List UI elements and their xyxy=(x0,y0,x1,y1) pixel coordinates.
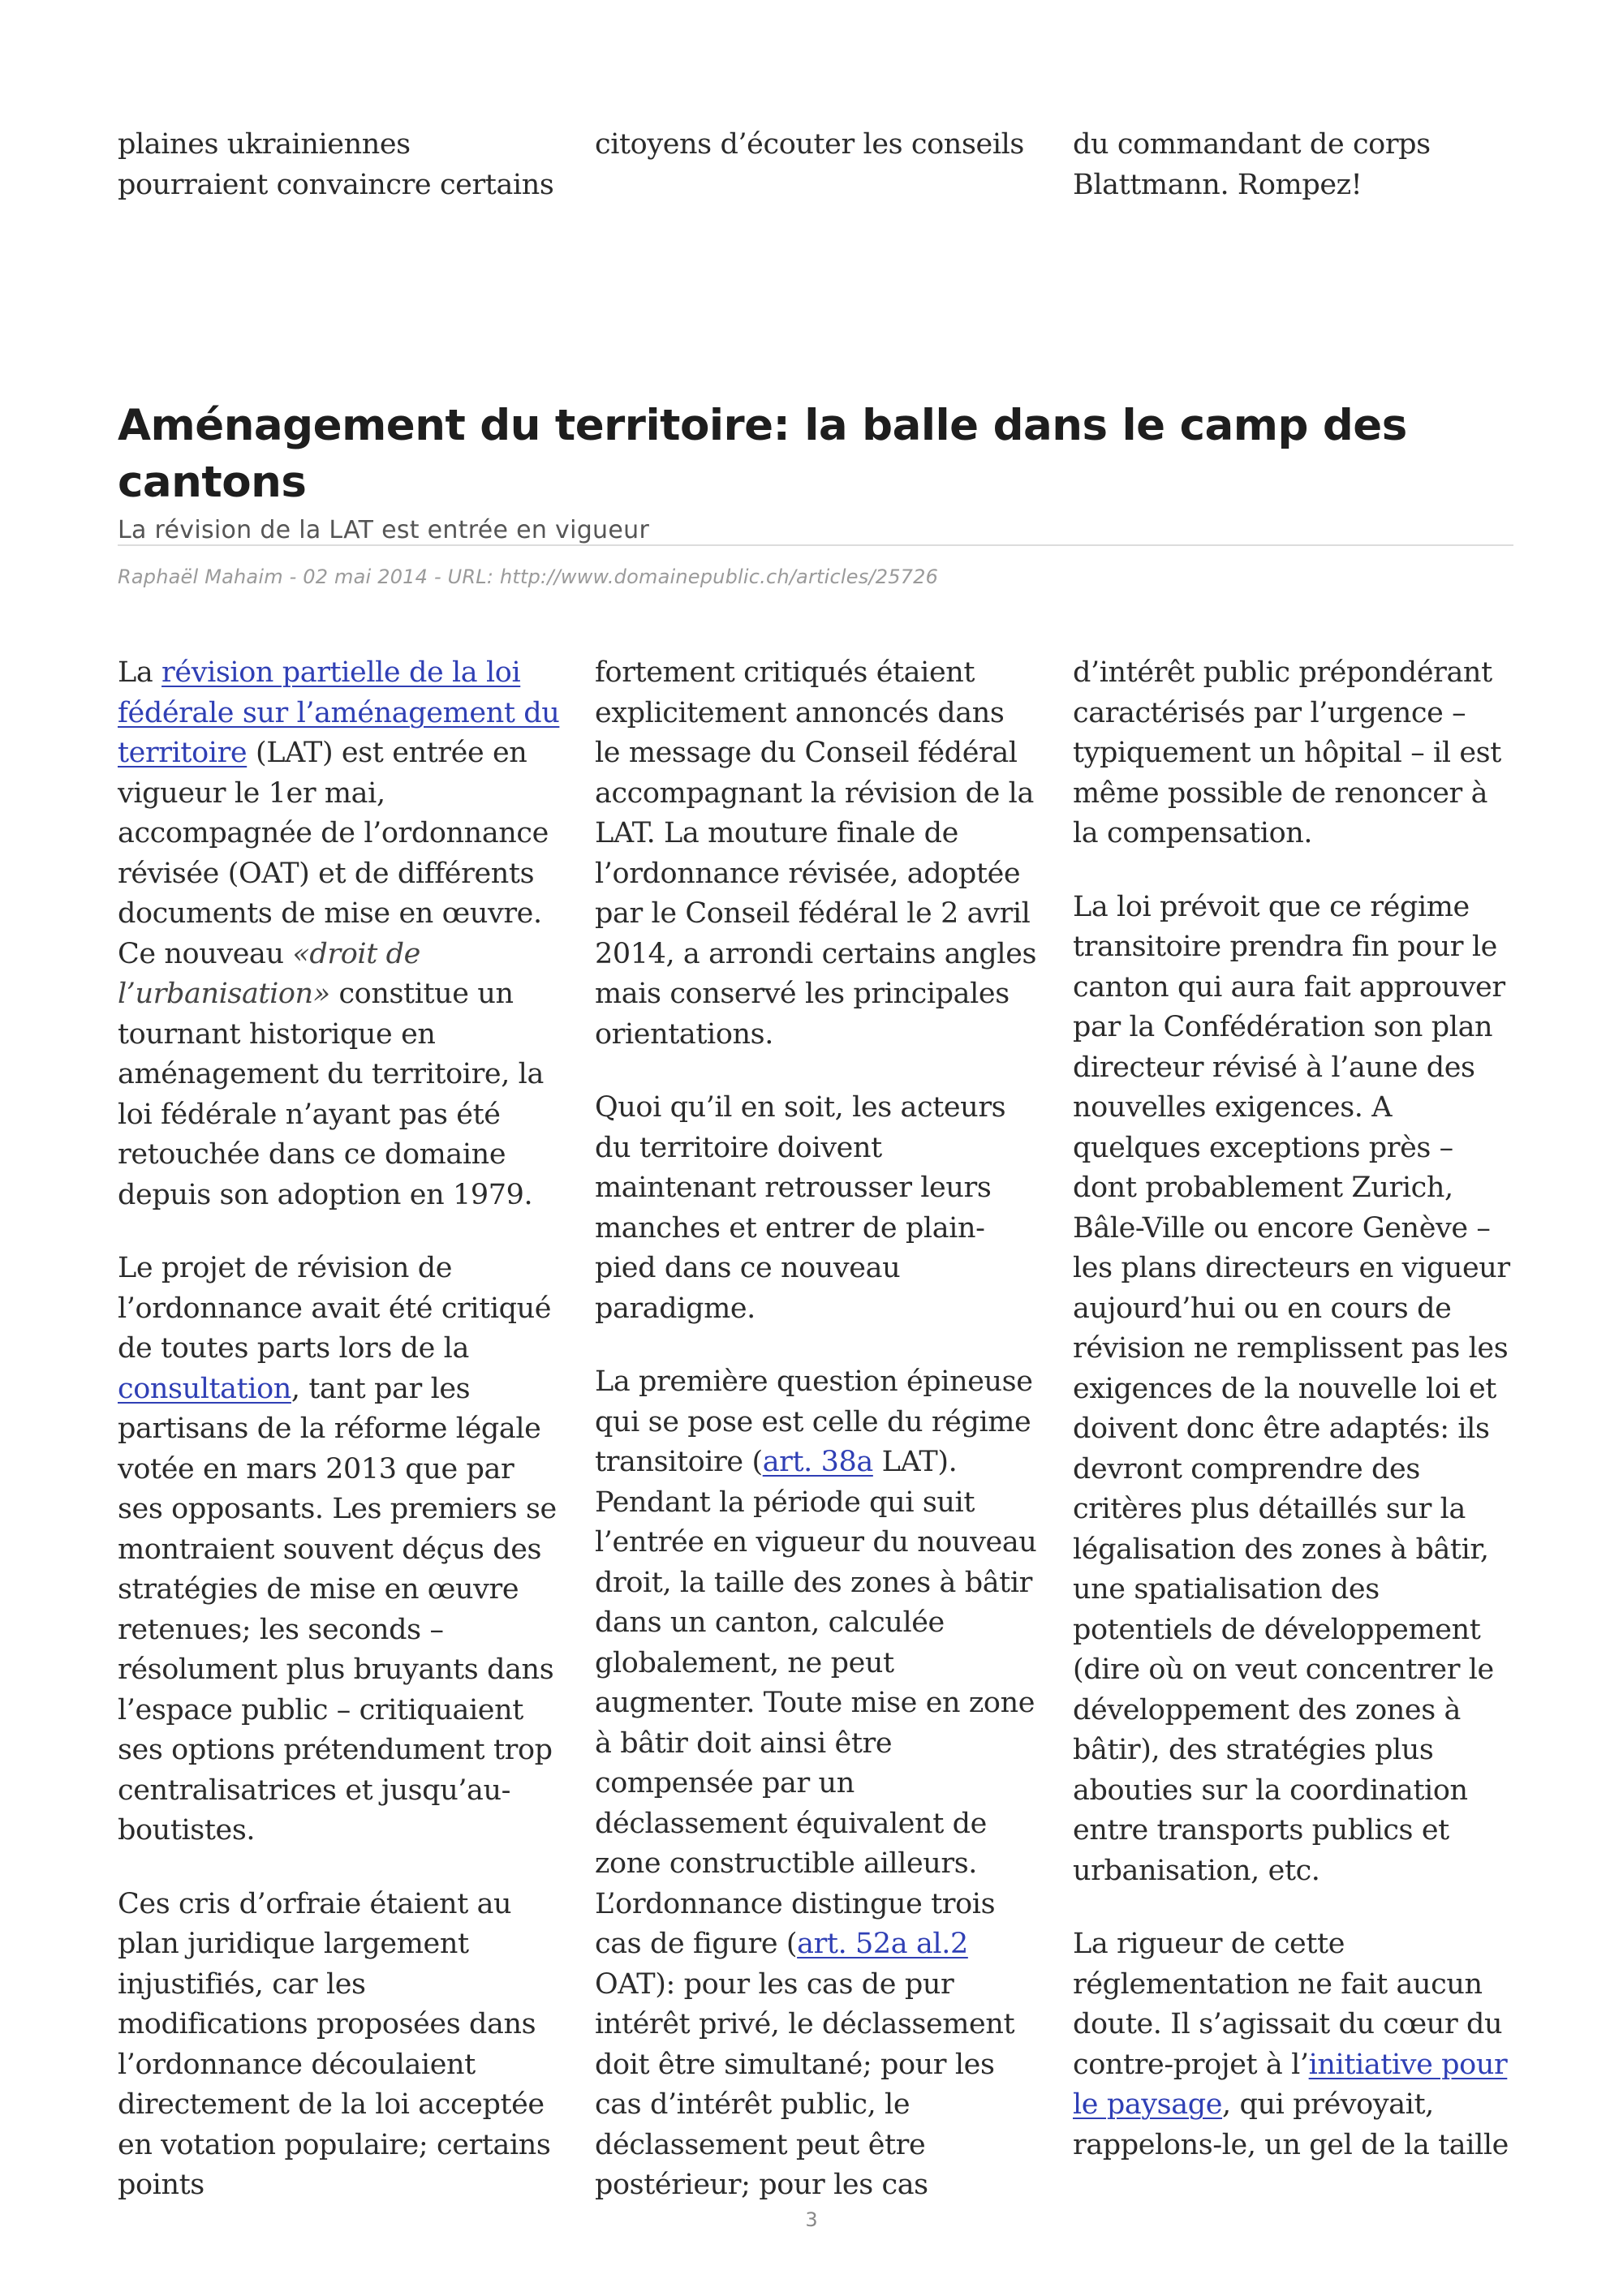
paragraph xyxy=(118,1885,560,2206)
text-run: , tant par les partisans de la réforme légale votée en mars 2013 que par ses opposants. Les premiers se montraient souvent déçus des stratégies de mise en œuvre retenues; les seconds – résolument plus bruyants dans l’espace public – critiquaient ses options prétendument trop centralisatrices et jusqu’au-boutistes. xyxy=(118,1372,557,1847)
article-header xyxy=(118,398,1513,544)
text-run: Quoi qu’il en soit, les acteurs du territoire doivent maintenant retrousser leurs manches et entrer de plain-pied dans ce nouveau paradigme. xyxy=(595,1091,1006,1325)
text-line: citoyens d’écouter les conseils xyxy=(595,128,1024,161)
paragraph xyxy=(595,1088,1037,1329)
previous-article-column-3 xyxy=(1073,125,1515,205)
paragraph xyxy=(118,1249,560,1851)
text-run: La rigueur de cette réglementation ne fait aucun doute. Il s’agissait du cœur du contre-projet à l’ xyxy=(1073,1928,1503,2081)
paragraph xyxy=(595,653,1037,1055)
text-run: , qui prévoyait, rappelons-le, un gel de la taille xyxy=(1073,2088,1509,2161)
article-column-1 xyxy=(118,653,560,2239)
previous-article-column-2 xyxy=(595,125,1037,166)
text-run: d’intérêt public prépondérant caractérisés par l’urgence – typiquement un hôpital – il est même possible de renoncer à la compensation. xyxy=(1073,656,1501,849)
article-meta: Raphaël Mahaim - 02 mai 2014 - URL: http://www.domainepublic.ch/articles/25726 xyxy=(118,565,939,588)
emphasis-text: «droit de l’urbanisation» xyxy=(118,937,420,1010)
article-subtitle: La révision de la LAT est entrée en vigueur xyxy=(118,516,650,544)
link-art-52a[interactable]: art. 52a al.2 xyxy=(797,1928,968,1960)
text-line: du commandant de corps xyxy=(1073,128,1431,161)
text-run: La première question épineuse qui se pose est celle du régime transitoire ( xyxy=(595,1365,1033,1478)
link-initiative-paysage[interactable]: initiative pour le paysage xyxy=(1073,2048,1508,2121)
article-column-2 xyxy=(595,653,1037,2239)
text-run: fortement critiqués étaient explicitement annoncés dans le message du Conseil fédéral accompagnant la révision de la LAT. La mouture finale de l’ordonnance révisée, adoptée par le Conseil fédéral le 2 avril 2014, a arrondi certains angles mais conservé les principales orientations. xyxy=(595,656,1037,1051)
text-run: constitue un tournant historique en aménagement du territoire, la loi fédérale n’ayant pas été retouchée dans ce domaine depuis son adoption en 1979. xyxy=(118,978,544,1211)
link-art-38a[interactable]: art. 38a xyxy=(762,1446,873,1478)
text-run: OAT): pour les cas de pur intérêt privé, le déclassement doit être simultané; pour les cas d’intérêt public, le déclassement peut être postérieur; pour les cas xyxy=(595,1967,1015,2201)
paragraph xyxy=(1073,653,1515,854)
text-run: La loi prévoit que ce régime transitoire prendra fin pour le canton qui aura fait approuver par la Confédération son plan directeur révisé à l’aune des nouvelles exigences. A quelques exceptions près – dont probablement Zurich, Bâle-Ville ou encore Genève – les plans directeurs en vigueur aujourd’hui ou en cours de révision ne remplissent pas les exigences de la nouvelle loi et doivent donc être adaptés: ils devront comprendre des critères plus détaillés sur la légalisation des zones à bâtir, une spatialisation des potentiels de développement (dire où on veut concentrer le développement des zones à bâtir), des stratégies plus abouties sur la coordination entre transports publics et urbanisation, etc. xyxy=(1073,890,1510,1887)
article-title: Aménagement du territoire: la balle dans le camp des cantons xyxy=(118,401,1407,507)
paragraph xyxy=(118,653,560,1215)
text-run: Ces cris d’orfraie étaient au plan juridique largement injustifiés, car les modifications proposées dans l’ordonnance découlaient directement de la loi acceptée en votation populaire; certains points xyxy=(118,1887,551,2201)
previous-article-column-1 xyxy=(118,125,560,205)
page-number: 3 xyxy=(805,2208,818,2231)
header-divider xyxy=(118,544,1513,546)
text-line: Blattmann. Rompez! xyxy=(1073,168,1363,201)
text-line: pourraient convaincre certains xyxy=(118,168,554,201)
link-consultation[interactable]: consultation xyxy=(118,1372,291,1405)
paragraph xyxy=(1073,1924,1515,2165)
paragraph xyxy=(595,1362,1037,2206)
text-run: LAT). Pendant la période qui suit l’entrée en vigueur du nouveau droit, la taille des zones à bâtir dans un canton, calculée globalement, ne peut augmenter. Toute mise en zone à bâtir doit ainsi être compensée par un déclassement équivalent de zone constructible ailleurs. L’ordonnance distingue trois cas de figure ( xyxy=(595,1446,1037,1960)
paragraph xyxy=(1073,888,1515,1892)
text-run: Le projet de révision de l’ordonnance avait été critiqué de toutes parts lors de la xyxy=(118,1252,552,1365)
text-run: La xyxy=(118,656,162,689)
link-lat-revision[interactable]: révision partielle de la loi fédérale sur l’aménagement du territoire xyxy=(118,656,560,769)
text-run: (LAT) est entrée en vigueur le 1er mai, accompagnée de l’ordonnance révisée (OAT) et de différents documents de mise en œuvre. Ce nouveau xyxy=(118,737,549,970)
text-line: plaines ukrainiennes xyxy=(118,128,411,161)
article-column-3 xyxy=(1073,653,1515,2199)
